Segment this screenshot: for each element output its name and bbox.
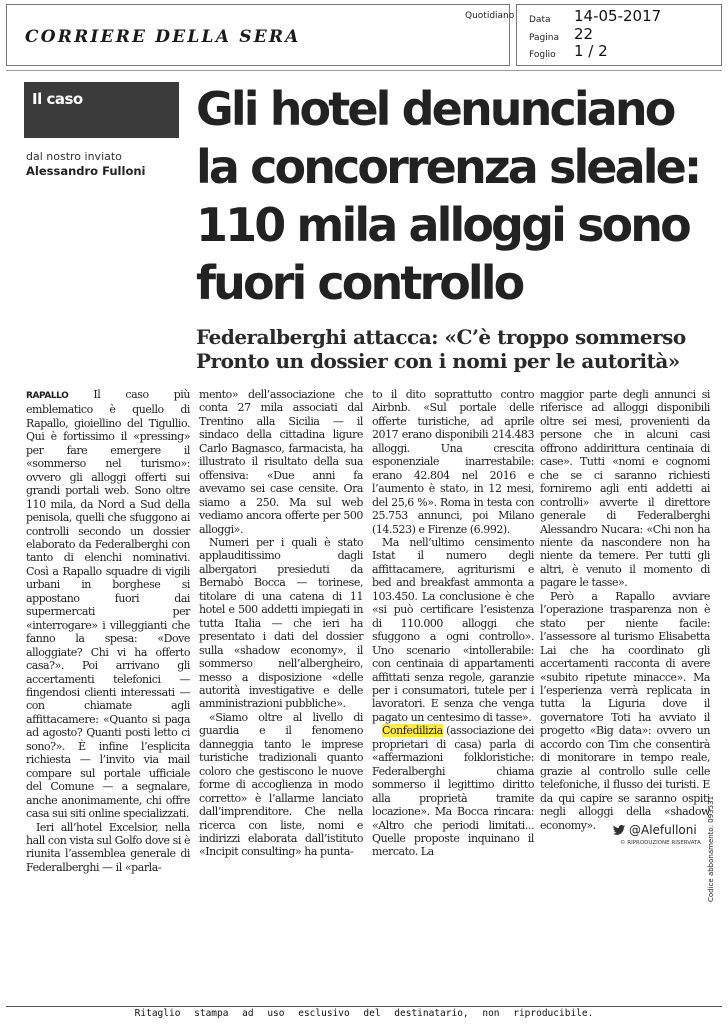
byline-prefix: dal nostro inviato bbox=[26, 150, 122, 163]
sheet-label: Foglio bbox=[529, 50, 556, 60]
copyright-notice: © RIPRODUZIONE RISERVATA bbox=[620, 840, 701, 846]
paragraph: «Siamo oltre al livello di guardia e il fenomeno danneggia tanto le imprese turistiche tradizionali quanto coloro che gestiscono le nuove forme di accoglienza in modo corretto» è l’allarme lanciato dall’imprenditore. Che nella ricerca con liste, nomi e indirizzi elaborata dall’istituto «Incipit consulting» ha punta- bbox=[199, 710, 363, 859]
body-column-1 bbox=[26, 388, 191, 874]
edition-type: Quotidiano bbox=[465, 11, 515, 21]
clipping-header bbox=[6, 4, 722, 68]
footer-notice: Ritaglio stampa ad uso esclusivo del destinatario, non riproducibile. bbox=[134, 1008, 594, 1019]
paragraph: to il dito soprattutto contro Airbnb. «Sul portale delle offerte turistiche, ad aprile 2017 erano disponibili 214.483 alloggi. Una crescita esponenziale inarrestabile: erano 42.804 nel 2016 e l’aumento è stato, in 12 mesi, del 25,6 %». Roma in testa con 25.753 annunci, poi Milano (14.523) e Firenze (6.992). bbox=[372, 388, 534, 536]
article-headline: Gli hotel denunciano la concorrenza sleale: 110 mila alloggi sono fuori controllo bbox=[196, 82, 700, 310]
paragraph-text: (associazione dei proprietari di casa) parla di «affermazioni folkloristiche: Federalberghi chiama sommerso il legittimo diritto alla proprietà tramite locazione». Ma Bocca rincara: «Altro che periodi limitati... Quelle proposte inquinano il mercato. La bbox=[372, 724, 534, 859]
body-column-4 bbox=[540, 388, 710, 838]
dateline: RAPALLO bbox=[26, 391, 69, 401]
handle-text: @Alefulloni bbox=[629, 823, 697, 837]
date-label: Data bbox=[529, 15, 551, 25]
paragraph bbox=[26, 388, 190, 821]
paragraph bbox=[372, 724, 534, 859]
highlighted-term: Confedilizia bbox=[382, 724, 443, 738]
paragraph: mento» dell’associazione che conta 27 mila associati dal Trentino alla Sicilia — il sindaco della cittadina ligure Carlo Bagnasco, farmacista, ha illustrato il risultato della sua offensiva: «Due anni fa avevamo sei case censite. Ora siamo a 250. Ma sul web vediamo ancora offerte per 500 alloggi». bbox=[199, 388, 363, 536]
paragraph: Numeri per i quali è stato applauditissimo dagli albergatori presieduti da Bernabò Bocca — torinese, titolare di una catena di 11 hotel e 500 addetti impiegati in tutta Italia — che ieri ha presentato i dati del dossier sulla «shadow economy», il sommerso nell’albergheiro, messo a disposizione «delle autorità investigative e delle amministrazioni pubbliche». bbox=[199, 535, 363, 711]
byline-author: Alessandro Fulloni bbox=[26, 164, 146, 178]
twitter-bird-icon bbox=[612, 825, 626, 835]
paragraph: Però a Rapallo avviare l’operazione trasparenza non è stato per niente facile: l’assessore al turismo Elisabetta Lai che ha coordinato gli accertamenti racconta di avere «subito ripetute minacce». Ma l’esperienza verrà replicata in tutta la Liguria dove il governatore Toti ha avviato il progetto «Big data»: ovvero un accordo con Tim che consentirà di monitorare in tempo reale, grazie al controllo sulle celle telefoniche, il flusso dei turisti. E da qui capire se saranno ospiti negli alloggi della «shadow economy». bbox=[540, 589, 710, 832]
paragraph-text: Il caso più emblematico è quello di Rapallo, gioiellino del Tigullio. Qui è fortissimo il «pressing» per fare emergere il «sommerso nel turismo»: ovvero gli alloggi offerti sui grandi portali web. Sono oltre 110 mila, da Nord a Sud della penisola, quelli che sfuggono ai controlli secondo un dossier elaborato da Federalberghi con tanto di elenchi nominativi. Così a Rapallo squadre di vigili urbani in borghese si appostano fuori dai supermercati per «interrogare» i villeggianti che fanno la spesa: «Dove alloggiate? Chi vi ha offerto casa?». Poi arrivano gli accertamenti telefonici — fingendosi clienti interessati — con chiamate agli affittacamere: «Quanto si paga ad agosto? Quanti posti letto ci sono?». È infine l’esplicita richiesta — l’invito via mail compare sul portale ufficiale del Comune — a segnalare, anche anonimamente, chi offre casa sui siti online specializzati. bbox=[26, 388, 190, 821]
subscription-code: Codice abbonamento: 093531 bbox=[707, 795, 715, 902]
paragraph: maggior parte degli annunci si riferisce ad alloggi disponibili oltre sei mesi, provenienti da persone che in alcuni casi offrono addirittura centinaia di case». Tutti «nomi e cognomi che se ci saranno richiesti forniremo agli enti addetti ai controlli» avverte il direttore generale di Federalberghi Alessandro Nucara: «Chi non ha niente da nascondere non ha niente da temere. Per tutti gli altri, è venuto il momento di pagare le tasse». bbox=[540, 388, 710, 590]
paragraph: Ma nell’ultimo censimento Istat il numero degli affittacamere, agriturismi e bed and breakfast ammonta a 103.450. La conclusione è che «si può certificare l’esistenza di 110.000 alloggi che sfuggono a ogni controllo». Uno scenario «intollerabile: con centinaia di appartamenti affittati senza regole, garanzie per i consumatori, tutele per i lavoratori. E senza che venga pagato un centesimo di tasse». bbox=[372, 535, 534, 724]
masthead-box bbox=[6, 4, 515, 66]
footer-divider bbox=[6, 1006, 722, 1007]
body-column-3 bbox=[372, 388, 534, 859]
paragraph: Ieri all’hotel Excelsior, nella hall con vista sul Golfo dove si è riunita l’assemblea generale di Federalberghi — il «parla- bbox=[26, 820, 191, 874]
sheet-value: 1 / 2 bbox=[574, 42, 608, 60]
clipping-metadata bbox=[516, 4, 722, 66]
article-subheadline: Federalberghi attacca: «C’è troppo sommerso Pronto un dossier con i nomi per le autorità» bbox=[196, 325, 686, 373]
page-label: Pagina bbox=[529, 33, 559, 43]
date-value: 14-05-2017 bbox=[574, 7, 662, 25]
newspaper-name: CORRIERE DELLA SERA bbox=[25, 27, 301, 47]
page-value: 22 bbox=[574, 25, 594, 43]
author-twitter-handle bbox=[612, 823, 697, 837]
section-label: Il caso bbox=[24, 82, 179, 138]
body-column-2 bbox=[199, 388, 363, 859]
header-divider bbox=[6, 70, 722, 71]
